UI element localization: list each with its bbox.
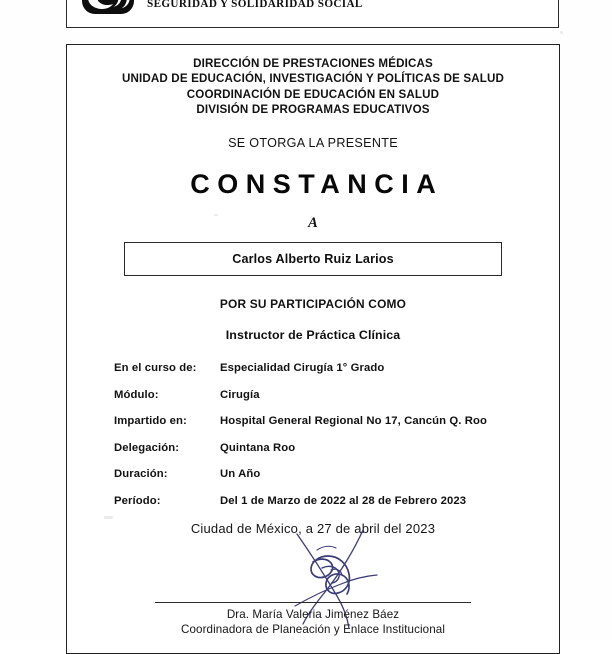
letterhead-content (81, 0, 410, 15)
certificate-title: CONSTANCIA (190, 169, 444, 200)
field-value-duracion: Un Año (220, 468, 261, 481)
field-row-modulo (114, 389, 559, 401)
field-label-impartido: Impartido en: (114, 415, 187, 428)
field-label-curso: En el curso de: (114, 362, 197, 375)
signer-title: Coordinadora de Planeación y Enlace Institucional (181, 623, 445, 637)
letterhead-box (66, 0, 559, 28)
imss-eagle-logo-icon (81, 0, 135, 15)
department-heading (67, 56, 559, 117)
field-label-modulo: Módulo: (114, 388, 159, 401)
field-value-impartido: Hospital General Regional No 17, Cancún Q. Roo (220, 415, 487, 428)
certificate-content (67, 45, 559, 642)
field-row-periodo (114, 495, 559, 507)
field-label-duracion: Duración: (114, 468, 168, 481)
heading-line-2: UNIDAD DE EDUCACIÓN, INVESTIGACIÓN Y POLÍTICAS DE SALUD (121, 72, 505, 86)
award-intro: SE OTORGA LA PRESENTE (228, 136, 398, 151)
scan-speck (560, 31, 563, 34)
to-label: A (308, 215, 318, 232)
institution-tagline: SEGURIDAD Y SOLIDARIDAD SOCIAL (147, 0, 363, 11)
participation-role: Instructor de Práctica Clínica (225, 328, 401, 343)
field-row-curso (114, 362, 559, 374)
field-value-periodo: Del 1 de Marzo de 2022 al 28 de Febrero 2023 (220, 494, 467, 507)
recipient-name-box (124, 242, 502, 276)
participation-label: POR SU PARTICIPACIÓN COMO (219, 297, 407, 312)
field-row-impartido (114, 415, 559, 427)
signature-line (155, 602, 471, 603)
recipient-name-box-wrapper (67, 242, 559, 276)
recipient-name: Carlos Alberto Ruiz Larios (232, 252, 394, 267)
field-label-delegacion: Delegación: (114, 441, 180, 454)
field-value-modulo: Cirugía (220, 388, 260, 401)
heading-line-3: COORDINACIÓN DE EDUCACIÓN EN SALUD (186, 87, 440, 101)
letterhead-text (147, 0, 410, 11)
field-row-delegacion (114, 442, 559, 454)
certificate-border (66, 44, 560, 654)
signature-block (67, 550, 559, 642)
place-and-date: Ciudad de México, a 27 de abril del 2023 (190, 521, 436, 537)
field-value-delegacion: Quintana Roo (220, 441, 296, 454)
field-label-periodo: Período: (114, 494, 161, 507)
heading-line-1: DIRECCIÓN DE PRESTACIONES MÉDICAS (193, 57, 433, 70)
signer-name: Dra. María Valeria Jiménez Báez (226, 608, 400, 622)
field-row-duracion (114, 468, 559, 480)
field-value-curso: Especialidad Cirugía 1° Grado (220, 362, 385, 375)
detail-fields (67, 362, 559, 507)
heading-line-4: DIVISIÓN DE PROGRAMAS EDUCATIVOS (196, 102, 430, 116)
